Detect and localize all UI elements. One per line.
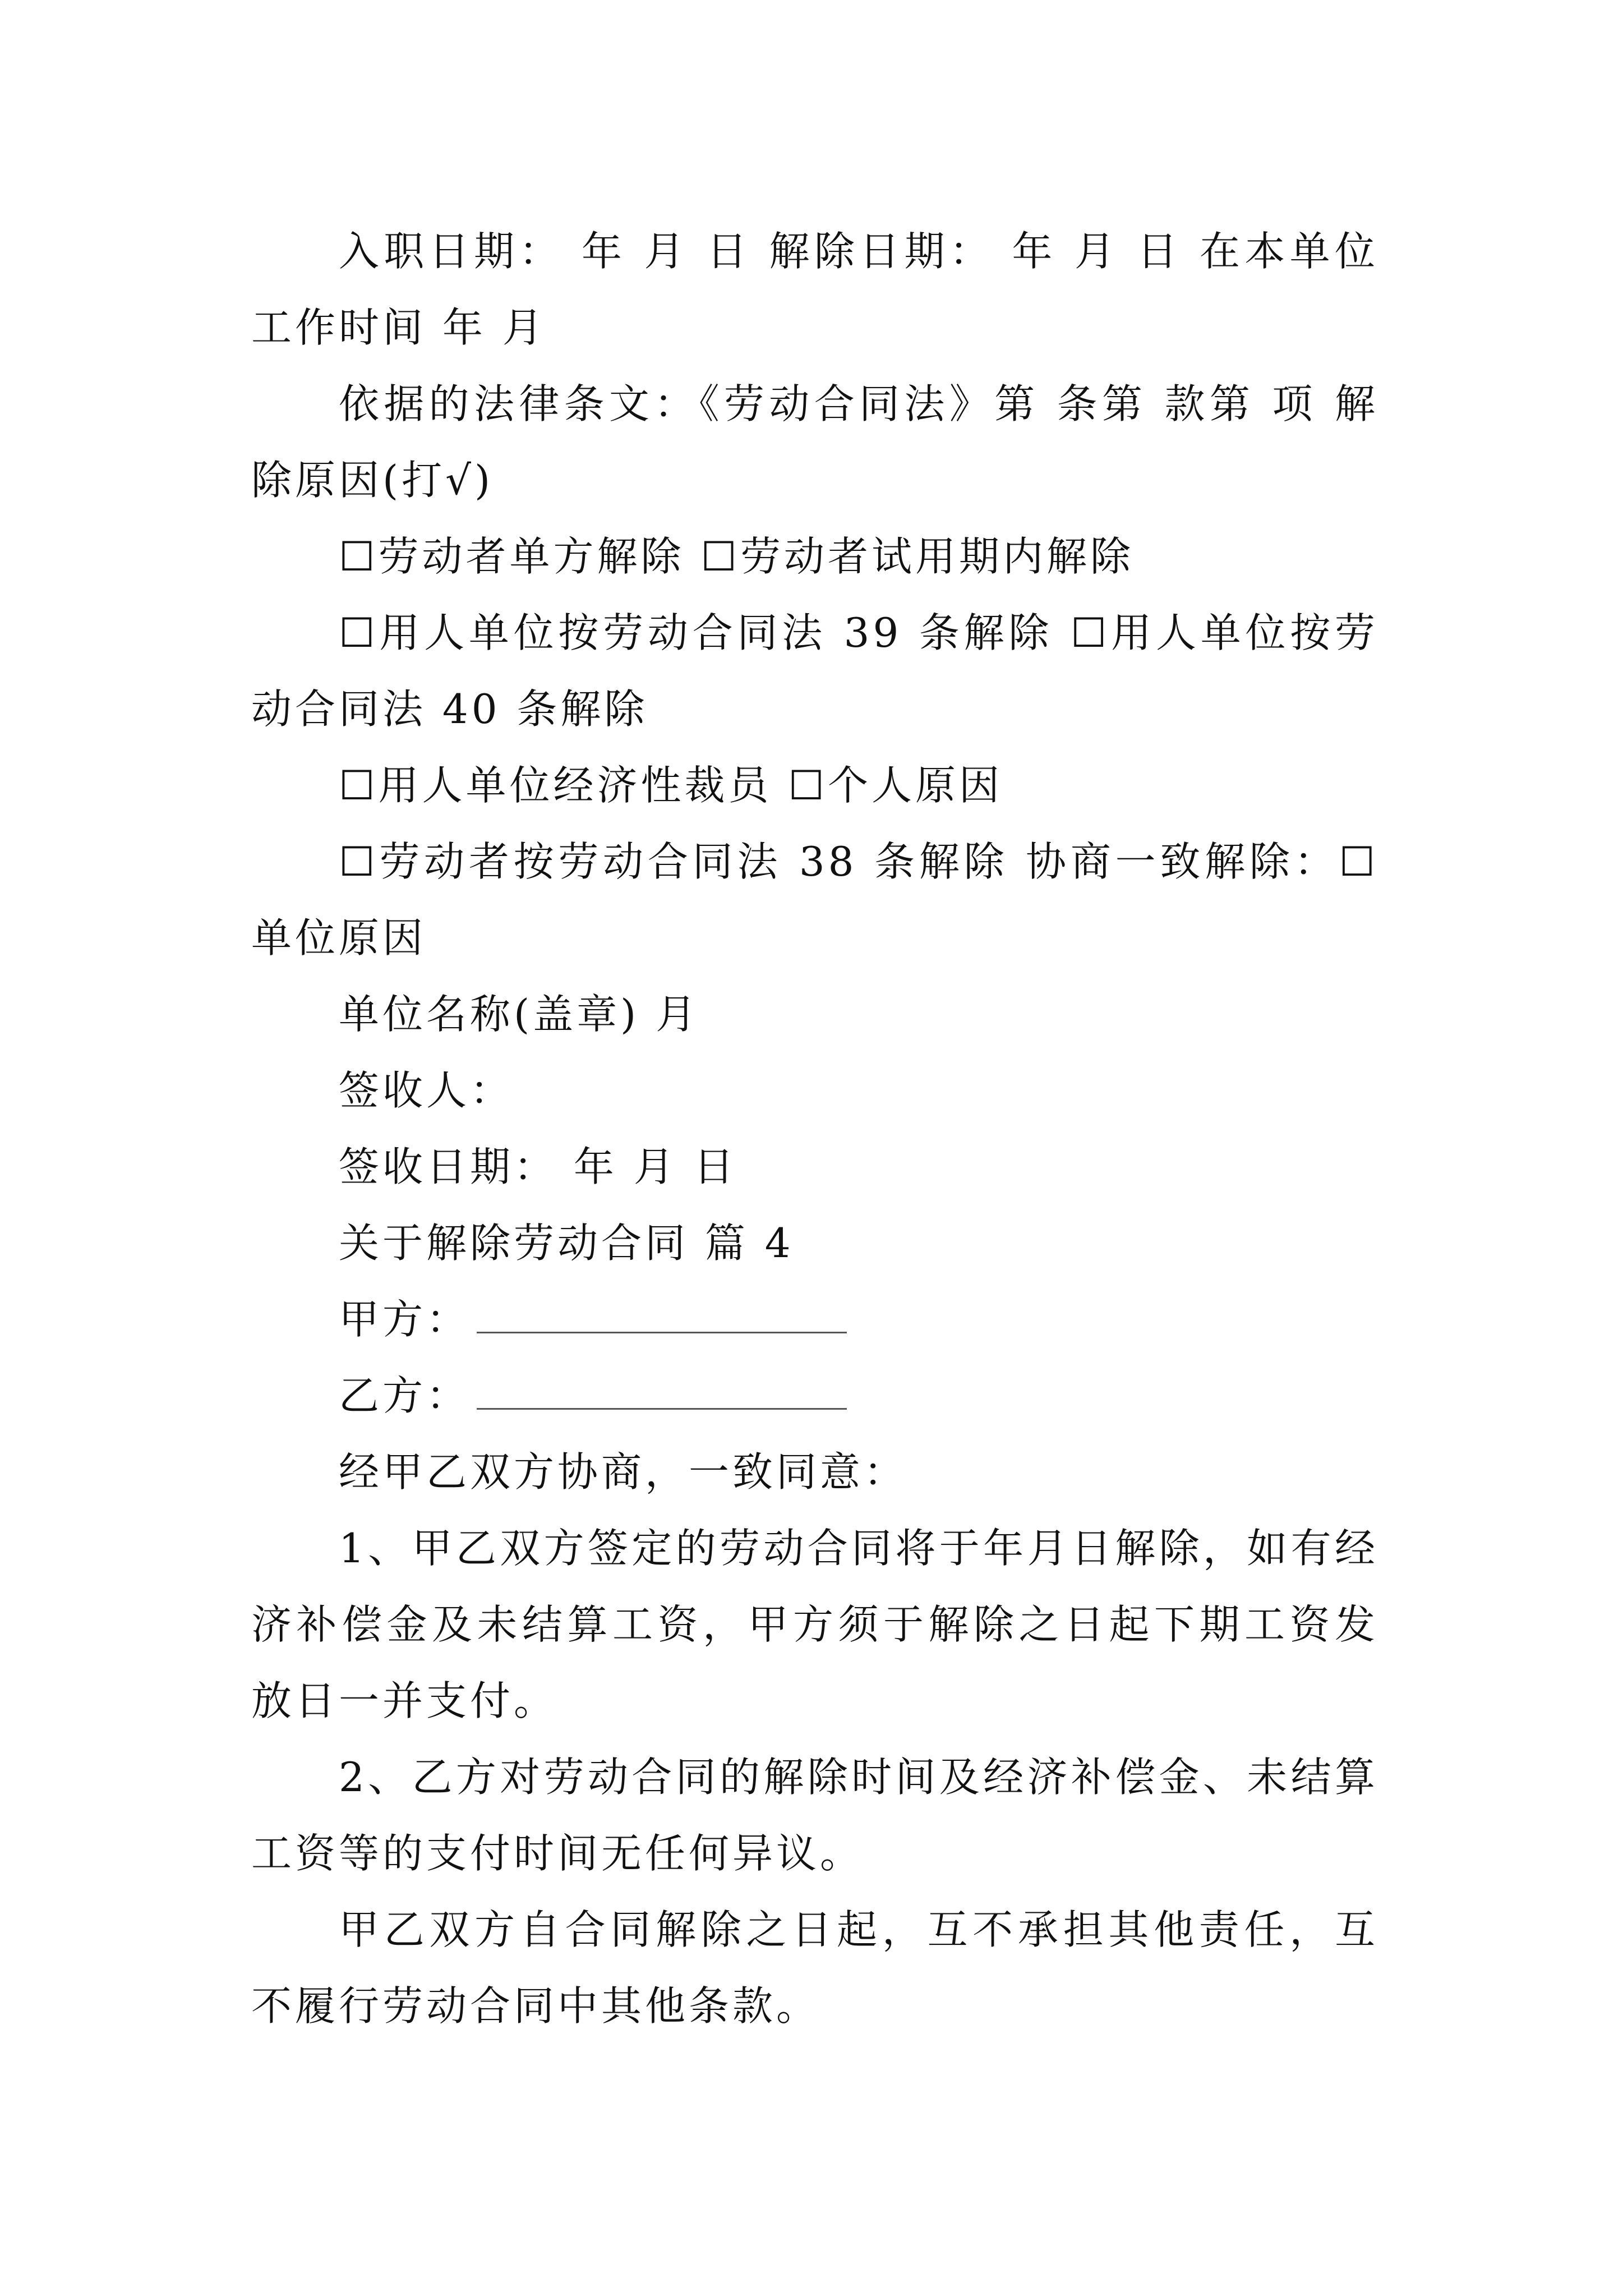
reason-option-line-4: ☐劳动者按劳动合同法 38 条解除 协商一致解除：☐单位原因 bbox=[251, 838, 1378, 961]
reason-option-line-2: ☐用人单位按劳动合同法 39 条解除 ☐用人单位按劳动合同法 40 条解除 bbox=[251, 609, 1378, 733]
reason-option-line-1: ☐劳动者单方解除 ☐劳动者试用期内解除 bbox=[339, 533, 1134, 580]
legal-basis-line: 依据的法律条文：《劳动合同法》第 条第 款第 项 解除原因(打√) bbox=[251, 380, 1378, 504]
party-b-label: 乙方： bbox=[339, 1372, 471, 1419]
party-a-label: 甲方： bbox=[339, 1296, 471, 1343]
document-body bbox=[251, 213, 1378, 2044]
party-a-line bbox=[251, 1281, 1378, 1358]
agreement-intro: 经甲乙双方协商，一致同意： bbox=[339, 1448, 908, 1496]
signee-line: 签收人： bbox=[339, 1067, 514, 1114]
party-b-blank bbox=[477, 1374, 847, 1410]
party-a-blank bbox=[477, 1298, 847, 1333]
employment-dates-line: 入职日期： 年 月 日 解除日期： 年 月 日 在本单位工作时间 年 月 bbox=[251, 228, 1378, 351]
clause-1: 1、甲乙双方签定的劳动合同将于年月日解除，如有经济补偿金及未结算工资，甲方须于解除之日起下期工资发放日一并支付。 bbox=[251, 1525, 1378, 1724]
clause-2: 2、乙方对劳动合同的解除时间及经济补偿金、未结算工资等的支付时间无任何异议。 bbox=[251, 1754, 1378, 1877]
reason-option-line-3: ☐用人单位经济性裁员 ☐个人原因 bbox=[339, 762, 1003, 809]
company-seal-line: 单位名称(盖章) 月 bbox=[339, 991, 700, 1038]
sign-date-line: 签收日期： 年 月 日 bbox=[339, 1143, 737, 1190]
party-b-line bbox=[251, 1358, 1378, 1434]
section-heading: 关于解除劳动合同 篇 4 bbox=[339, 1220, 794, 1267]
closing-clause: 甲乙双方自合同解除之日起，互不承担其他责任，互不履行劳动合同中其他条款。 bbox=[251, 1906, 1378, 2030]
